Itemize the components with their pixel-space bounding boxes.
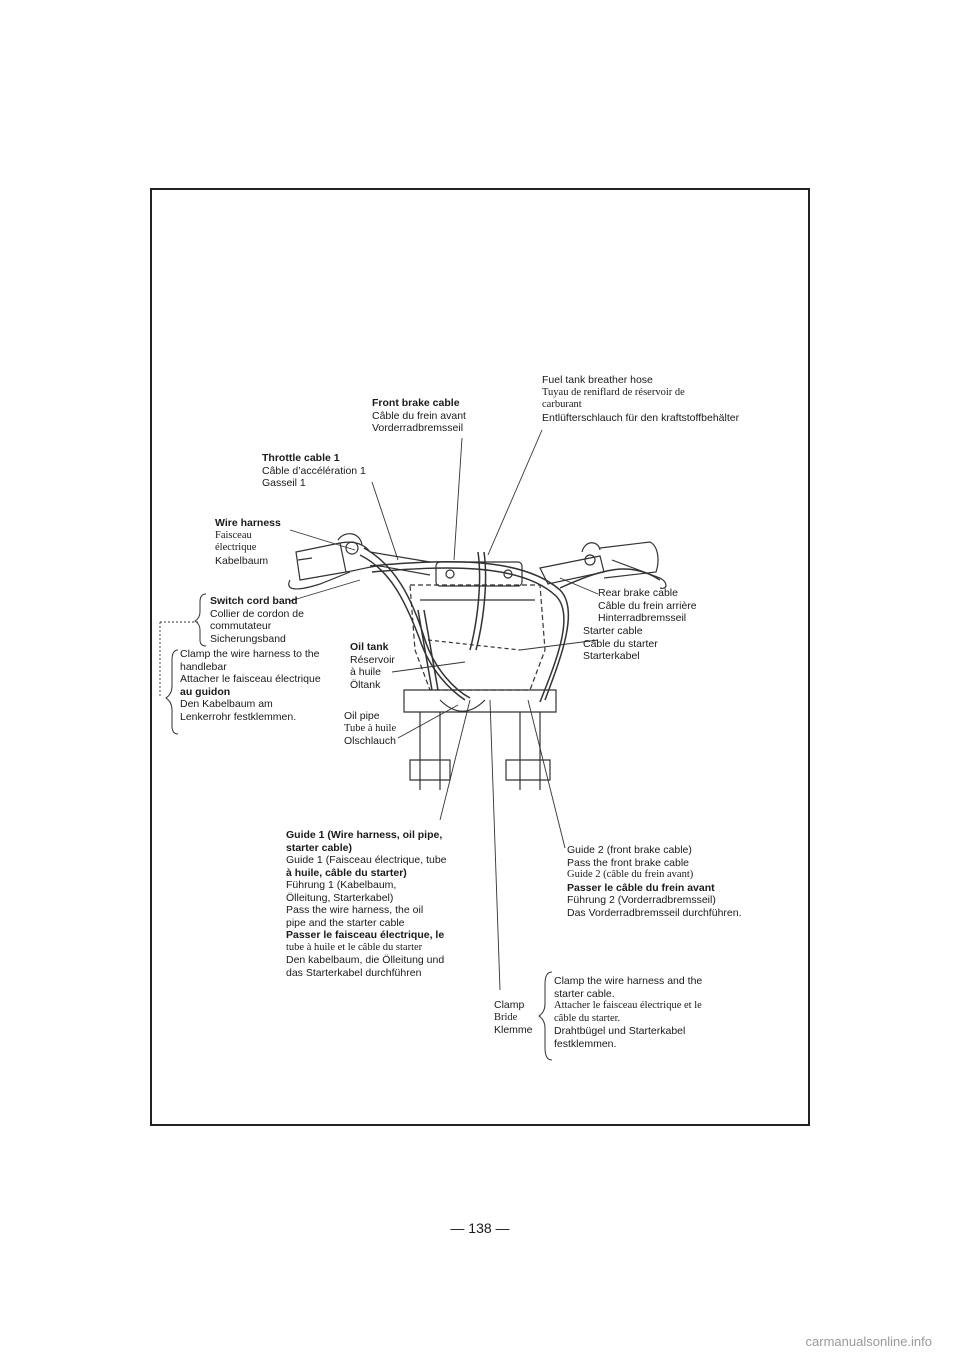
- watermark: carmanualsonline.info: [805, 1334, 932, 1349]
- right-handlebar: [540, 542, 666, 588]
- lower-bracket: [404, 690, 556, 790]
- oil-pipe-label: Oil pipe Tube à huile Olschlauch: [344, 710, 397, 747]
- page-number: — 138 —: [450, 1220, 510, 1236]
- oil-tank-body: [410, 585, 545, 690]
- front-brake-cable-label: Front brake cable Câble du frein avant Vorderradbremsseil: [372, 397, 466, 434]
- guide-1-label: Guide 1 (Wire harness, oil pipe, starter cable) Guide 1 (Faisceau électrique, tube à huile, câble du starter) Führung 1 (Kabelbaum, Ölleitung, Starterkabel) Pass the wire harness, the oil pipe and the starter cable Passer le faisceau électrique, le tube à huile et le câble du starter Den kabelbaum, die Ölleitung und das Starterkabel durchführen: [286, 829, 447, 979]
- clamp-label: Clamp Bride Klemme: [494, 999, 533, 1036]
- rear-brake-cable-label: Rear brake cable Câble du frein arrière Hinterradbremsseil: [598, 587, 697, 624]
- fuel-tank-breather-hose-label: Fuel tank breather hose Tuyau de reniflard de réservoir de carburant Entlüfterschlauch für den kraftstoffbehälter: [542, 374, 740, 424]
- starter-cable-label: Starter cable Câble du starter Starterkabel: [583, 625, 658, 662]
- clamp-note-label: Clamp the wire harness and the starter cable. Attacher le faisceau électrique et le câble du starter. Drahtbügel und Starterkabel festklemmen.: [554, 975, 703, 1050]
- guide-2-label: Guide 2 (front brake cable) Pass the front brake cable Guide 2 (câble du frein avant) Passer le câble du frein avant Führung 2 (Vorderradbremsseil) Das Vorderradbremsseil durchführen.: [567, 844, 742, 919]
- throttle-cable-label: Throttle cable 1 Câble d’accélération 1 Gasseil 1: [262, 452, 366, 489]
- clamp-to-handlebar-label: Clamp the wire harness to the handlebar Attacher le faisceau électrique au guidon Den Kabelbaum am Lenkerrohr festklemmen.: [180, 648, 321, 723]
- switch-cord-band-label: Switch cord band Collier de cordon de commutateur Sicherungsband: [210, 595, 304, 645]
- oil-tank-label: Oil tank Réservoir à huile Öltank: [350, 641, 395, 691]
- wire-harness-label: Wire harness Faisceau électrique Kabelbaum: [215, 517, 281, 567]
